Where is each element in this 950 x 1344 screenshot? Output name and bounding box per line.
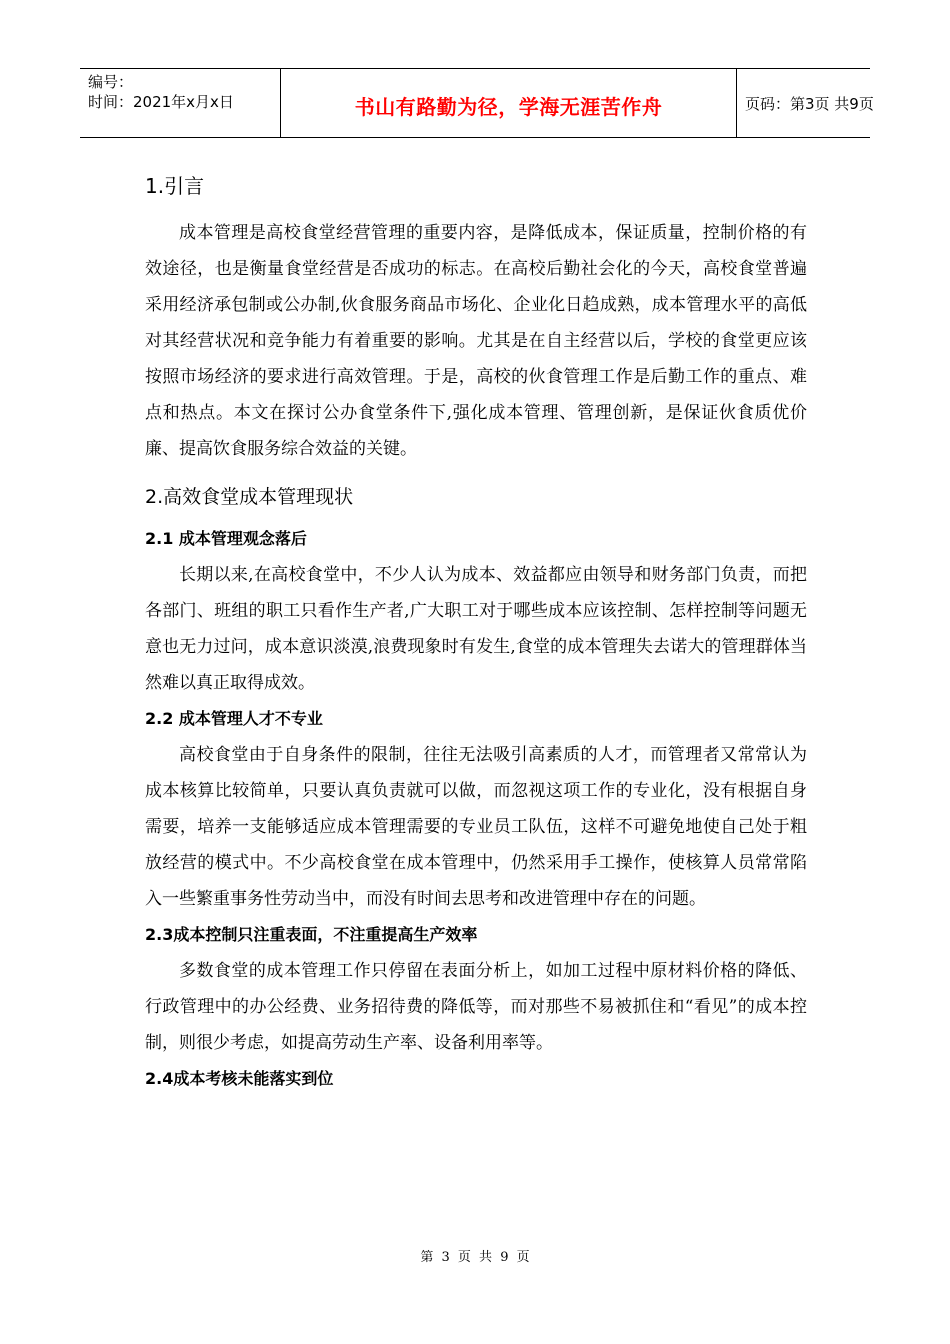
section-2-title: 2.高效食堂成本管理现状 bbox=[145, 486, 354, 508]
section-2-2-paragraph: 高校食堂由于自身条件的限制，往往无法吸引高素质的人才，而管理者又常常认为成本核算比较简单，只要认真负责就可以做，而忽视这项工作的专业化，没有根据自身需要，培养一支能够适应成本管理需要的专业员工队伍，这样不可避免地使自己处于粗放经营的模式中。不少高校食堂在成本管理中，仍然采用手工操作，使核算人员常常陷入一些繁重事务性劳动当中，而没有时间去思考和改进管理中存在的问题。 bbox=[145, 745, 807, 909]
header-motto: 书山有路勤为径，学海无涯苦作舟 bbox=[354, 95, 663, 119]
section-2-3-paragraph: 多数食堂的成本管理工作只停留在表面分析上，如加工过程中原材料价格的降低、行政管理中的办公经费、业务招待费的降低等，而对那些不易被抓住和“看见”的成本控制，则很少考虑，如提高劳动生产率、设备利用率等。 bbox=[145, 961, 807, 1053]
section-1-title: 1.引言 bbox=[145, 174, 205, 198]
header-left-cell bbox=[80, 69, 280, 137]
document-number-label: 编号： bbox=[88, 73, 134, 91]
section-2-1-paragraph: 长期以来,在高校食堂中，不少人认为成本、效益都应由领导和财务部门负责，而把各部门、班组的职工只看作生产者,广大职工对于哪些成本应该控制、怎样控制等问题无意也无力过问，成本意识淡漠,浪费现象时有发生,食堂的成本管理失去诺大的管理群体当然难以真正取得成效。 bbox=[145, 565, 807, 693]
document-body bbox=[145, 165, 807, 1097]
document-date-label: 时间：2021年x月x日 bbox=[88, 93, 234, 111]
section-2-3-title: 2.3成本控制只注重表面，不注重提高生产效率 bbox=[145, 925, 478, 944]
section-2-4-title: 2.4成本考核未能落实到位 bbox=[145, 1069, 334, 1088]
section-1-paragraph: 成本管理是高校食堂经营管理的重要内容，是降低成本，保证质量，控制价格的有效途径，也是衡量食堂经营是否成功的标志。在高校后勤社会化的今天，高校食堂普遍采用经济承包制或公办制,伙食服务商品市场化、企业化日趋成熟，成本管理水平的高低对其经营状况和竞争能力有着重要的影响。尤其是在自主经营以后，学校的食堂更应该按照市场经济的要求进行高效管理。于是，高校的伙食管理工作是后勤工作的重点、难点和热点。本文在探讨公办食堂条件下,强化成本管理、管理创新，是保证伙食质优价廉、提高饮食服务综合效益的关键。 bbox=[145, 223, 807, 459]
page-footer: 第 3 页 共 9 页 bbox=[420, 1250, 530, 1265]
section-2-2-title: 2.2 成本管理人才不专业 bbox=[145, 709, 323, 728]
section-2-1-title: 2.1 成本管理观念落后 bbox=[145, 529, 307, 548]
page-header bbox=[80, 68, 874, 138]
header-page-info: 页码：第3页 共9页 bbox=[745, 95, 874, 113]
header-middle-cell bbox=[280, 69, 737, 137]
header-right-cell bbox=[737, 69, 874, 137]
